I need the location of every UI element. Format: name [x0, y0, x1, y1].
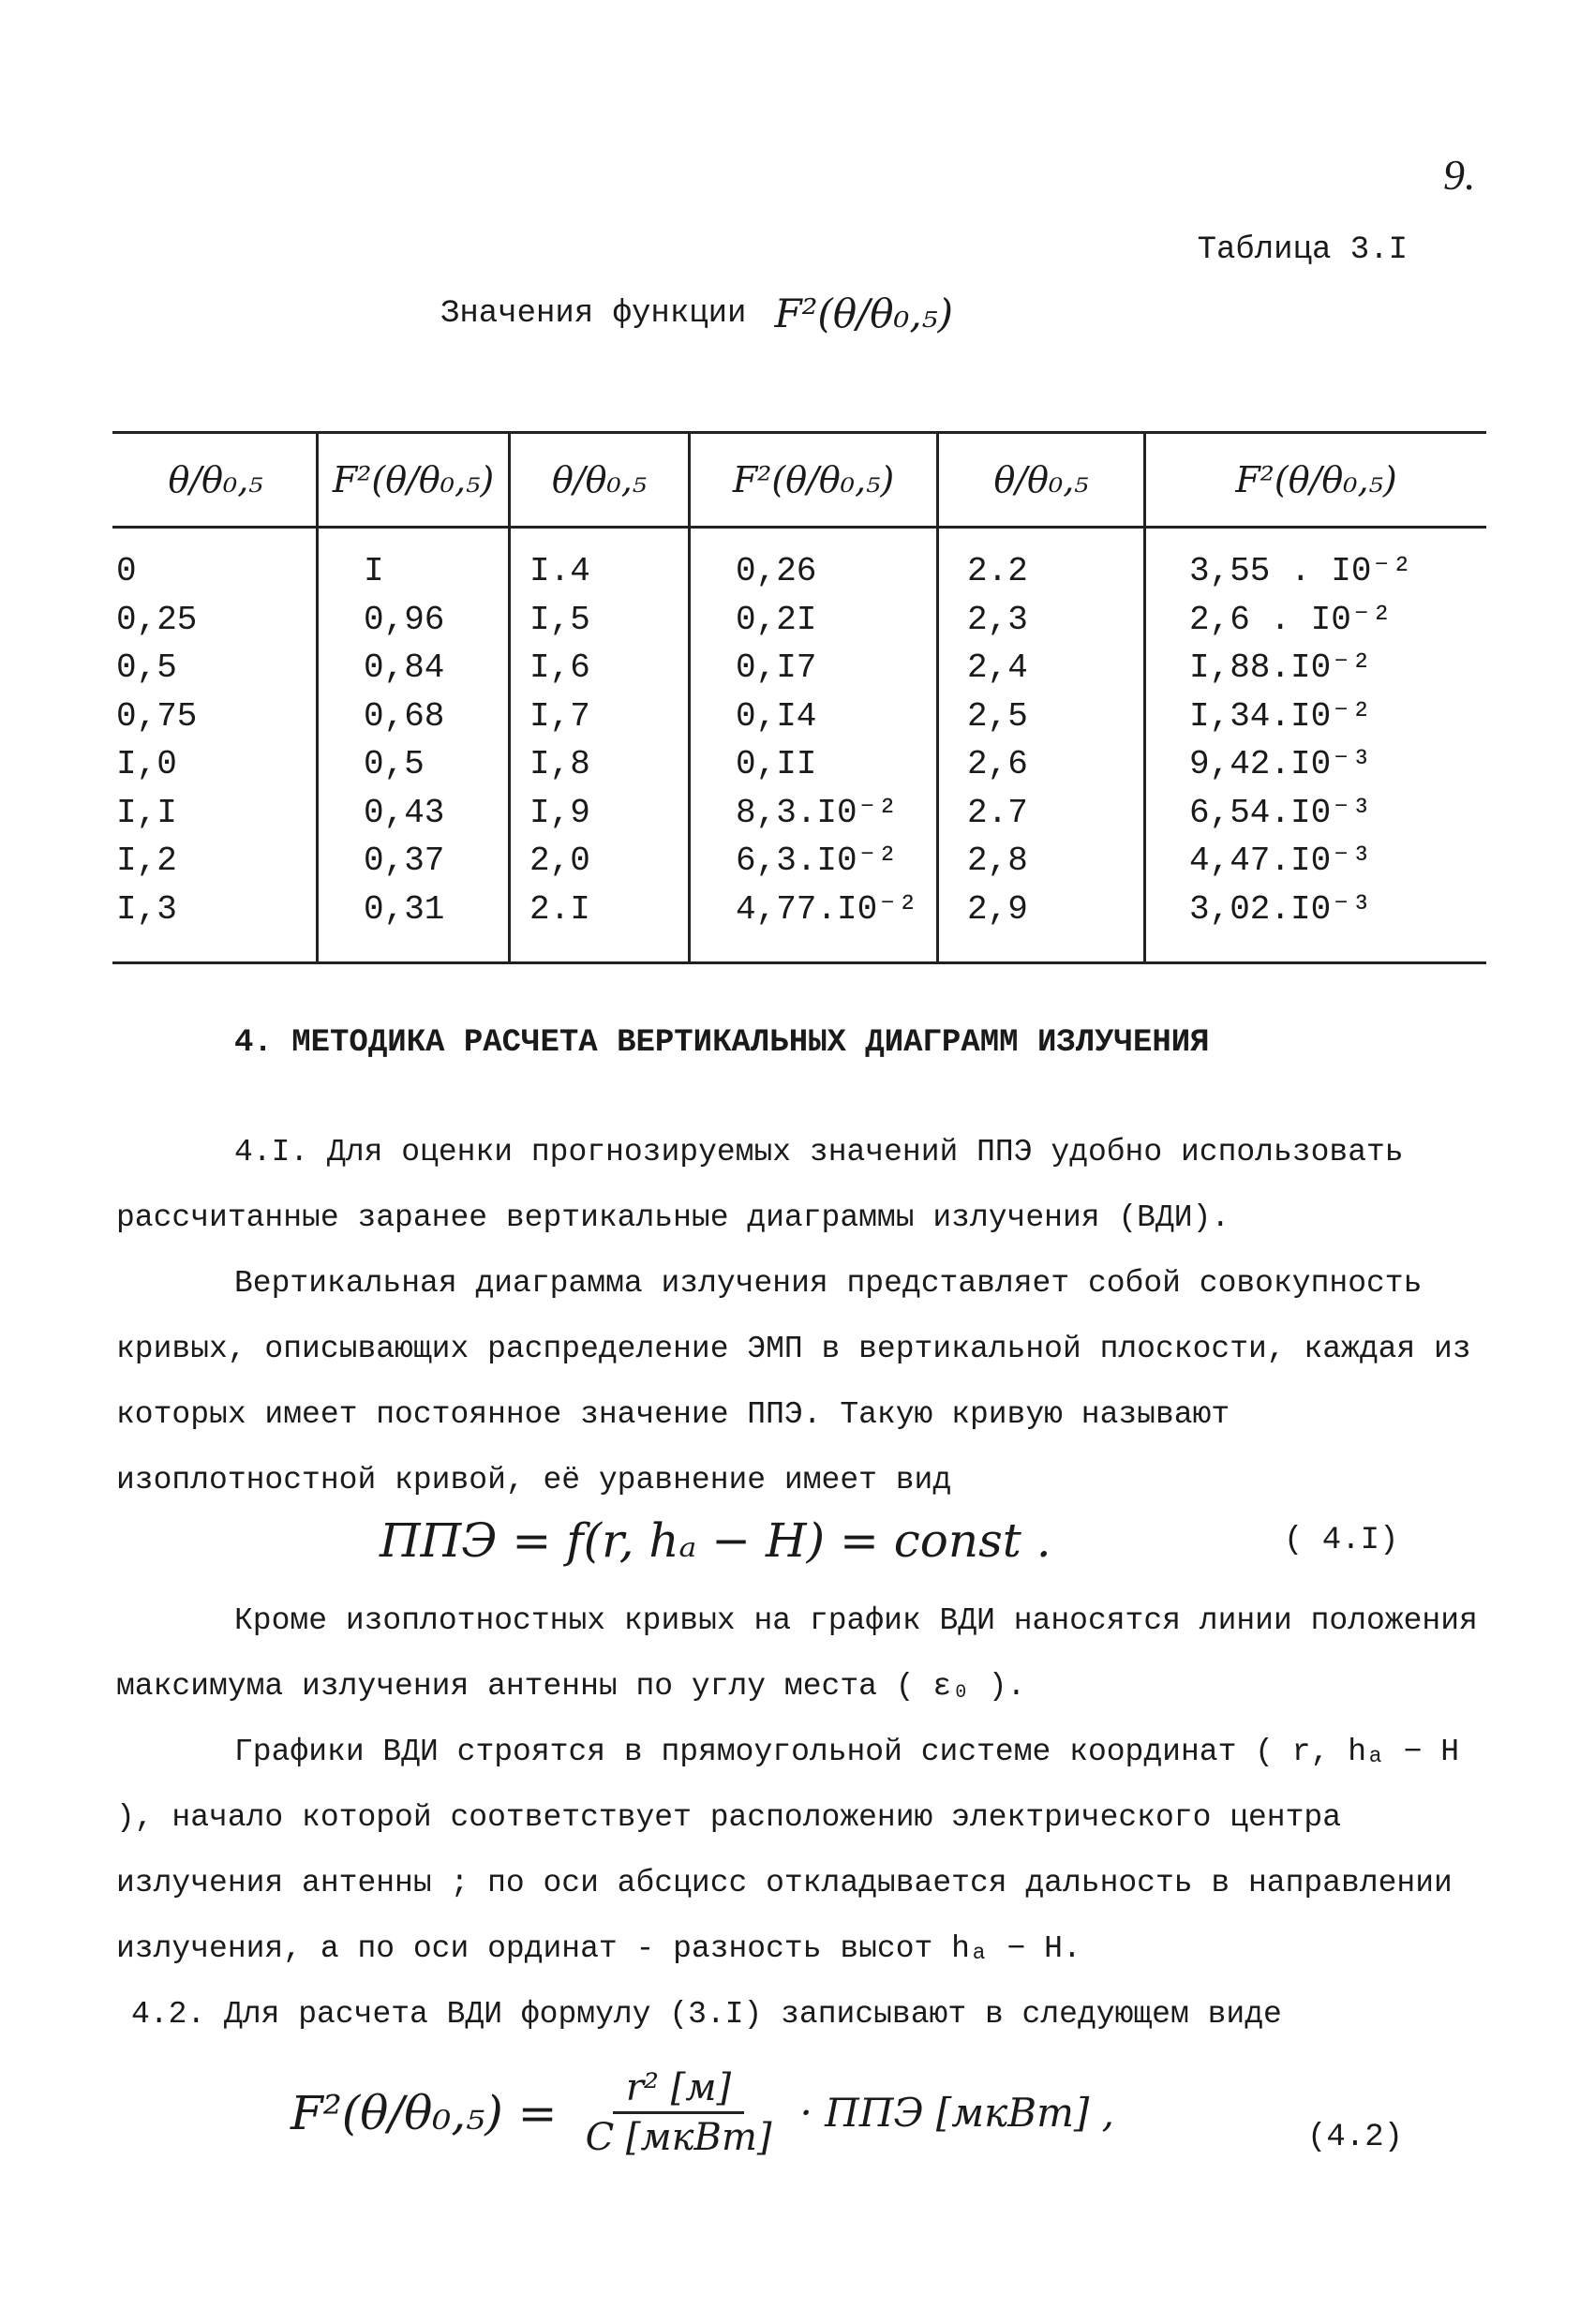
table-cell: I,6 [529, 648, 590, 687]
paragraph-vdi-definition: Вертикальная диаграмма излучения представляет собой совокупность кривых, описывающих распределение ЭМП в вертикальной плоскости, каждая из которых имеет постоянное значение ППЭ. Такую кривую называют изоплотностной кривой, её уравнение имеет вид [116, 1266, 1471, 1497]
table-caption [440, 290, 953, 336]
table-header-cell: F²(θ/θ₀,₅) [1145, 433, 1487, 528]
table-cell: I [364, 552, 384, 590]
table-cell: I,8 [529, 745, 590, 783]
equation-4-2-denominator: C [мкВт] [585, 2116, 772, 2159]
table-cell: I,7 [529, 696, 590, 736]
table-header-cell: θ/θ₀,₅ [112, 433, 318, 528]
table-cell: I,5 [529, 600, 590, 639]
paragraph-4-1: 4.I. Для оценки прогнозируемых значений ППЭ удобно использовать рассчитанные заранее вертикальные диаграммы излучения (ВДИ). [116, 1135, 1404, 1235]
table-cell: 0,96 [364, 600, 445, 639]
table-cell: I,2 [116, 842, 177, 880]
table-cell: 2,9 [967, 889, 1028, 929]
table-column [318, 528, 510, 963]
equation-4-2 [291, 2066, 1114, 2159]
equation-4-2-fraction [573, 2066, 785, 2159]
equation-4-1-number: ( 4.I) [1284, 1523, 1399, 1558]
paragraph-coordinates: Графики ВДИ строятся в прямоугольной системе координат ( r, hₐ − H ), начало которой соответствует расположению электрического центра излучения антенны ; по оси абсцисс откладывается дальность в направлении излучения, а по оси ординат - разность высот hₐ − H. [116, 1735, 1460, 1966]
table-cell: 4,47.I0⁻³ [1189, 842, 1372, 880]
table-cell: 3,55 . I0⁻² [1189, 552, 1412, 590]
table-header-cell: θ/θ₀,₅ [938, 433, 1145, 528]
table-cell: I,88.I0⁻² [1189, 648, 1372, 687]
table-header-row [112, 433, 1486, 528]
table-cell: I,9 [529, 793, 590, 832]
table-cell: I,34.I0⁻² [1189, 696, 1372, 736]
table-cell: 2,4 [967, 648, 1028, 687]
table-cell: 2,0 [529, 842, 590, 880]
table-cell: 0,25 [116, 600, 198, 639]
table-column [690, 528, 938, 963]
table-caption-formula: F²(θ/θ₀,₅) [774, 290, 953, 336]
table-cell: 2.2 [967, 552, 1028, 590]
table-cell: I,I [116, 793, 177, 832]
paragraph-4-2: 4.2. Для расчета ВДИ формулу (3.I) записывают в следующем виде [131, 1997, 1282, 2032]
equation-4-1-formula: ППЭ = f(r, hₐ − H) = const . [380, 1513, 1051, 1568]
table-cell: 2,8 [967, 842, 1028, 880]
table-cell: I,3 [116, 889, 177, 929]
table-cell: 2,5 [967, 696, 1028, 736]
table-body-row [112, 528, 1486, 963]
table-cell: I,0 [116, 745, 177, 783]
table-cell: 0,II [736, 745, 817, 783]
table-column [1145, 528, 1487, 963]
table-cell: 2,3 [967, 600, 1028, 639]
table-cell: 0,84 [364, 648, 445, 687]
table-column [938, 528, 1145, 963]
table-header-cell: F²(θ/θ₀,₅) [318, 433, 510, 528]
table-cell: 2,6 [967, 745, 1028, 783]
table-caption-text: Значения функции [440, 295, 747, 332]
table-cell: 0,75 [116, 696, 198, 736]
table-cell: 0,43 [364, 793, 445, 832]
table-label: Таблица 3.I [1197, 232, 1408, 268]
page-number: 9. [1443, 151, 1476, 199]
table-cell: 2,6 . I0⁻² [1189, 600, 1393, 639]
table-cell: 3,02.I0⁻³ [1189, 889, 1372, 929]
table-cell: 0,37 [364, 842, 445, 880]
equation-4-2-number: (4.2) [1307, 2120, 1404, 2155]
table-cell: I.4 [529, 552, 590, 590]
table-cell: 0,68 [364, 696, 445, 736]
table-cell: 6,54.I0⁻³ [1189, 793, 1372, 832]
table-cell: 0,26 [736, 552, 817, 590]
table-header-cell: θ/θ₀,₅ [510, 433, 690, 528]
table-cell: 9,42.I0⁻³ [1189, 745, 1372, 783]
section-heading: 4. МЕТОДИКА РАСЧЕТА ВЕРТИКАЛЬНЫХ ДИАГРАММ ИЗЛУЧЕНИЯ [234, 1025, 1210, 1061]
table-cell: 0,31 [364, 889, 445, 929]
equation-4-2-lhs: F²(θ/θ₀,₅) = [291, 2085, 558, 2140]
table-cell: 0,5 [364, 745, 425, 783]
table-cell: 2.7 [967, 793, 1028, 832]
equation-4-2-numerator: r² [м] [613, 2066, 744, 2114]
table-cell: 4,77.I0⁻² [736, 889, 918, 929]
table-cell: 0,5 [116, 648, 177, 687]
table-cell: 0 [116, 552, 137, 590]
table-cell: 0,I7 [736, 648, 817, 687]
table-cell: 6,3.I0⁻² [736, 842, 898, 880]
table-cell: 0,2I [736, 600, 817, 639]
table-cell: 0,I4 [736, 696, 817, 736]
function-values-table [112, 431, 1486, 964]
table-cell: 8,3.I0⁻² [736, 793, 898, 832]
equation-4-2-rhs: · ППЭ [мкВт] , [799, 2090, 1114, 2136]
table-column [510, 528, 690, 963]
equation-4-1 [380, 1513, 1051, 1568]
table-column [112, 528, 318, 963]
table-header-cell: F²(θ/θ₀,₅) [690, 433, 938, 528]
table-cell: 2.I [529, 889, 590, 929]
paragraph-isolines: Кроме изоплотностных кривых на график ВДИ наносятся линии положения максимума излучения антенны по углу места ( ε₀ ). [116, 1603, 1478, 1704]
